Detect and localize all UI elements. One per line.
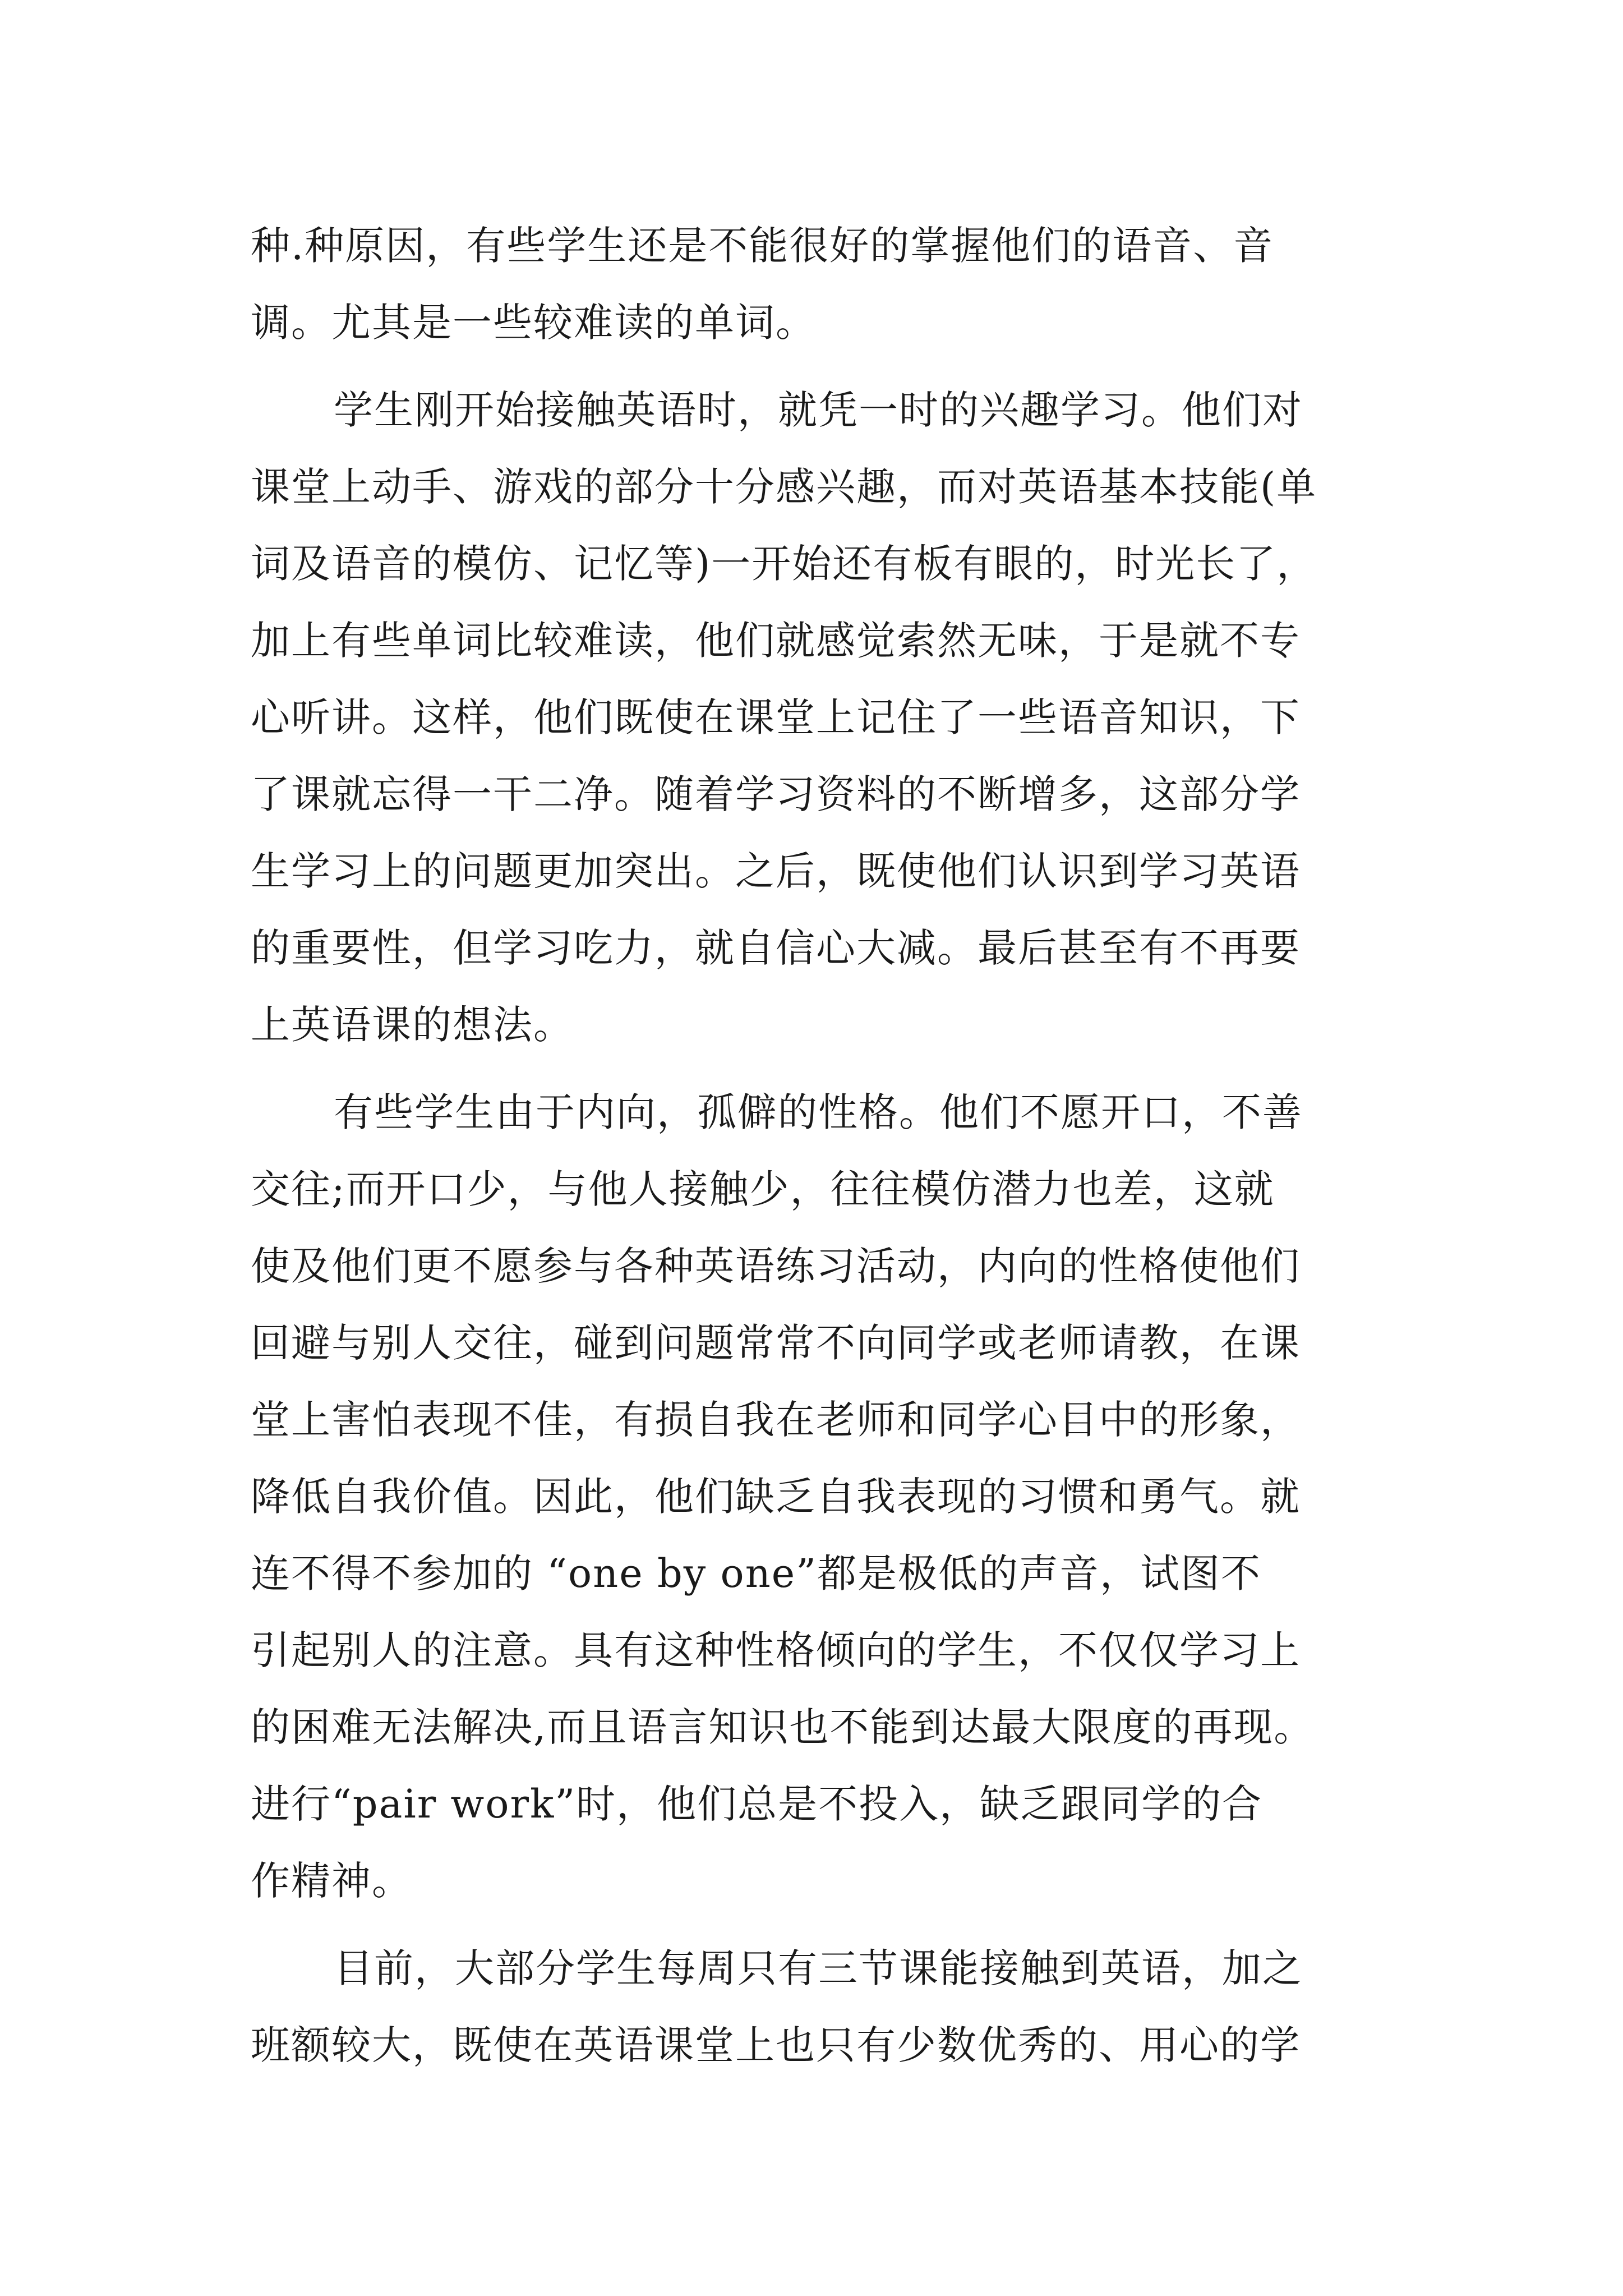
paragraph-2 xyxy=(251,372,1395,1064)
text-line: 种.种原因，有些学生还是不能很好的掌握他们的语音、音 xyxy=(251,223,1274,269)
text-line: 连不得不参加的 “one by one”都是极低的声音，试图不 xyxy=(251,1550,1261,1596)
text-line: 堂上害怕表现不佳，有损自我在老师和同学心目中的形象， xyxy=(251,1397,1301,1443)
text-line: 词及语音的模仿、记忆等)一开始还有板有眼的，时光长了， xyxy=(251,541,1317,587)
text-line: 班额较大，既使在英语课堂上也只有少数优秀的、用心的学 xyxy=(251,2022,1301,2068)
text-line: 学生刚开始接触英语时，就凭一时的兴趣学习。他们对 xyxy=(334,387,1303,433)
text-line: 目前，大部分学生每周只有三节课能接触到英语，加之 xyxy=(334,1945,1303,1991)
text-line: 降低自我价值。因此，他们缺乏自我表现的习惯和勇气。就 xyxy=(251,1474,1301,1520)
text-line: 上英语课的想法。 xyxy=(251,1002,574,1048)
text-line: 引起别人的注意。具有这种性格倾向的学生，不仅仅学习上 xyxy=(251,1627,1301,1673)
text-line: 进行“pair work”时，他们总是不投入，缺乏跟同学的合 xyxy=(251,1781,1263,1827)
paragraph-3 xyxy=(251,1074,1395,1920)
text-line: 交往;而开口少，与他人接触少，往往模仿潜力也差，这就 xyxy=(251,1166,1275,1212)
text-line: 使及他们更不愿参与各种英语练习活动，内向的性格使他们 xyxy=(251,1243,1301,1289)
text-line: 作精神。 xyxy=(251,1858,412,1904)
text-line: 的重要性，但学习吃力，就自信心大减。最后甚至有不再要 xyxy=(251,925,1301,971)
paragraph-1 xyxy=(251,208,1395,361)
paragraph-4 xyxy=(251,1930,1395,2084)
text-line: 加上有些单词比较难读，他们就感觉索然无味，于是就不专 xyxy=(251,618,1301,664)
text-line: 生学习上的问题更加突出。之后，既使他们认识到学习英语 xyxy=(251,848,1301,894)
text-line: 有些学生由于内向，孤僻的性格。他们不愿开口，不善 xyxy=(334,1089,1303,1135)
document-body xyxy=(251,208,1395,2084)
text-line: 心听讲。这样，他们既使在课堂上记住了一些语音知识，下 xyxy=(251,694,1301,740)
text-line: 了课就忘得一干二净。随着学习资料的不断增多，这部分学 xyxy=(251,771,1301,817)
text-line: 回避与别人交往，碰到问题常常不向同学或老师请教，在课 xyxy=(251,1320,1301,1366)
text-line: 调。尤其是一些较难读的单词。 xyxy=(251,300,816,346)
text-line: 的困难无法解决,而且语言知识也不能到达最大限度的再现。 xyxy=(251,1704,1315,1750)
text-line: 课堂上动手、游戏的部分十分感兴趣，而对英语基本技能(单 xyxy=(251,464,1317,510)
